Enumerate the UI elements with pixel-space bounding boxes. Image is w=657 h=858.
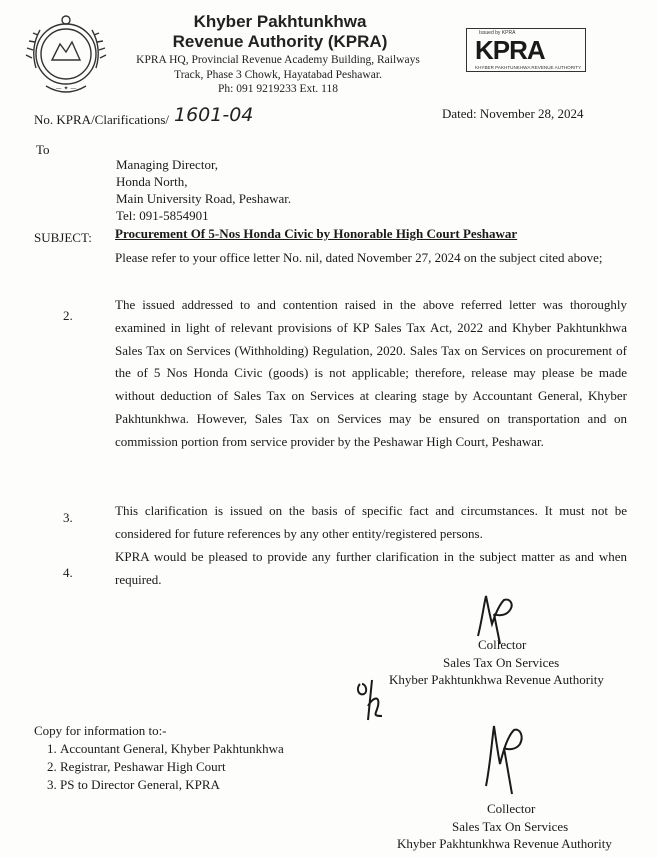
recipient-line: Main University Road, Peshawar. <box>116 191 292 206</box>
letter-date: Dated: November 28, 2024 <box>442 106 584 121</box>
paragraph-2: The issued addressed to and contention raised in the above referred letter was thoroughly examined in light of relevant provisions of KP Sales Tax Act, 2022 and Khyber Pakhtunkhwa Sales Tax on Services (Withholding) Regulation, 2020. Sales Tax on Services on procurement of the of 5 Nos Honda Civic (goods) is not applicable; therefore, release may please be made without deduction of Sales Tax on Services at clearing stage by Accountant General, Khyber Pakhtunkhwa. However, Sales Tax on Services may be ensured on transportation and on commission portion from service provider by the Peshawar High Court, Peshawar. <box>115 297 627 449</box>
subject-label: SUBJECT: <box>34 230 92 245</box>
to-label: To <box>36 142 50 157</box>
recipient-line: Tel: 091-5854901 <box>116 208 209 223</box>
signature-2-line2: Sales Tax On Services <box>452 819 569 834</box>
kpra-logo-text: KPRA <box>475 35 545 65</box>
paragraph-4: KPRA would be pleased to provide any further clarification in the subject matter as and when required. <box>115 549 627 587</box>
signature-2-handwriting <box>478 716 538 796</box>
signature-1-line2: Sales Tax On Services <box>443 655 560 670</box>
reference-number-label: No. KPRA/Clarifications/ <box>34 112 170 127</box>
recipient-line: Honda North, <box>116 174 188 189</box>
paragraph-3: This clarification is issued on the basis of specific fact and circumstances. It must not be considered for future references by any other entity/registered persons. <box>115 503 627 541</box>
kpra-logo-top-text: Issued by KPRA <box>479 30 516 36</box>
copy-label: Copy for information to:- <box>34 723 167 738</box>
paragraph-number: 3. <box>63 510 73 525</box>
paragraph-number: 4. <box>63 565 73 580</box>
signature-2-line3: Khyber Pakhtunkhwa Revenue Authority <box>397 836 612 851</box>
kpra-logo-subtext: KHYBER PAKHTUNKHWA REVENUE AUTHORITY <box>475 65 582 70</box>
signature-1-line3: Khyber Pakhtunkhwa Revenue Authority <box>389 672 604 687</box>
copy-list-item: 1. Accountant General, Khyber Pakhtunkhwa <box>60 740 360 758</box>
handwritten-initial-mark <box>354 676 394 722</box>
address-line1: KPRA HQ, Provincial Revenue Academy Building, Railways <box>136 54 420 66</box>
org-name-line2: Revenue Authority (KPRA) <box>172 32 388 51</box>
recipient-address <box>116 156 291 224</box>
svg-text:— ✦ —: — ✦ — <box>55 85 77 92</box>
copy-list-item: 2. Registrar, Peshawar High Court <box>60 758 360 776</box>
handwritten-reference-number: 1601-04 <box>174 104 254 126</box>
copy-list <box>40 740 360 794</box>
paragraph-number: 2. <box>63 308 73 323</box>
signature-2-title: Collector <box>487 801 536 816</box>
paragraph-1: Please refer to your office letter No. nil, dated November 27, 2024 on the subject cited above; <box>115 250 603 265</box>
address-line2: Track, Phase 3 Chowk, Hayatabad Peshawar. <box>174 69 382 81</box>
subject-text: Procurement Of 5-Nos Honda Civic by Honorable High Court Peshawar <box>115 226 518 241</box>
kp-government-seal <box>22 8 110 100</box>
signature-1-title: Collector <box>478 637 527 652</box>
kpra-logo <box>466 28 586 72</box>
copy-list-item: 3. PS to Director General, KPRA <box>60 776 360 794</box>
org-name-line1: Khyber Pakhtunkhwa <box>193 12 367 31</box>
recipient-line: Managing Director, <box>116 157 219 172</box>
phone-number: Ph: 091 9219233 Ext. 118 <box>217 83 338 95</box>
